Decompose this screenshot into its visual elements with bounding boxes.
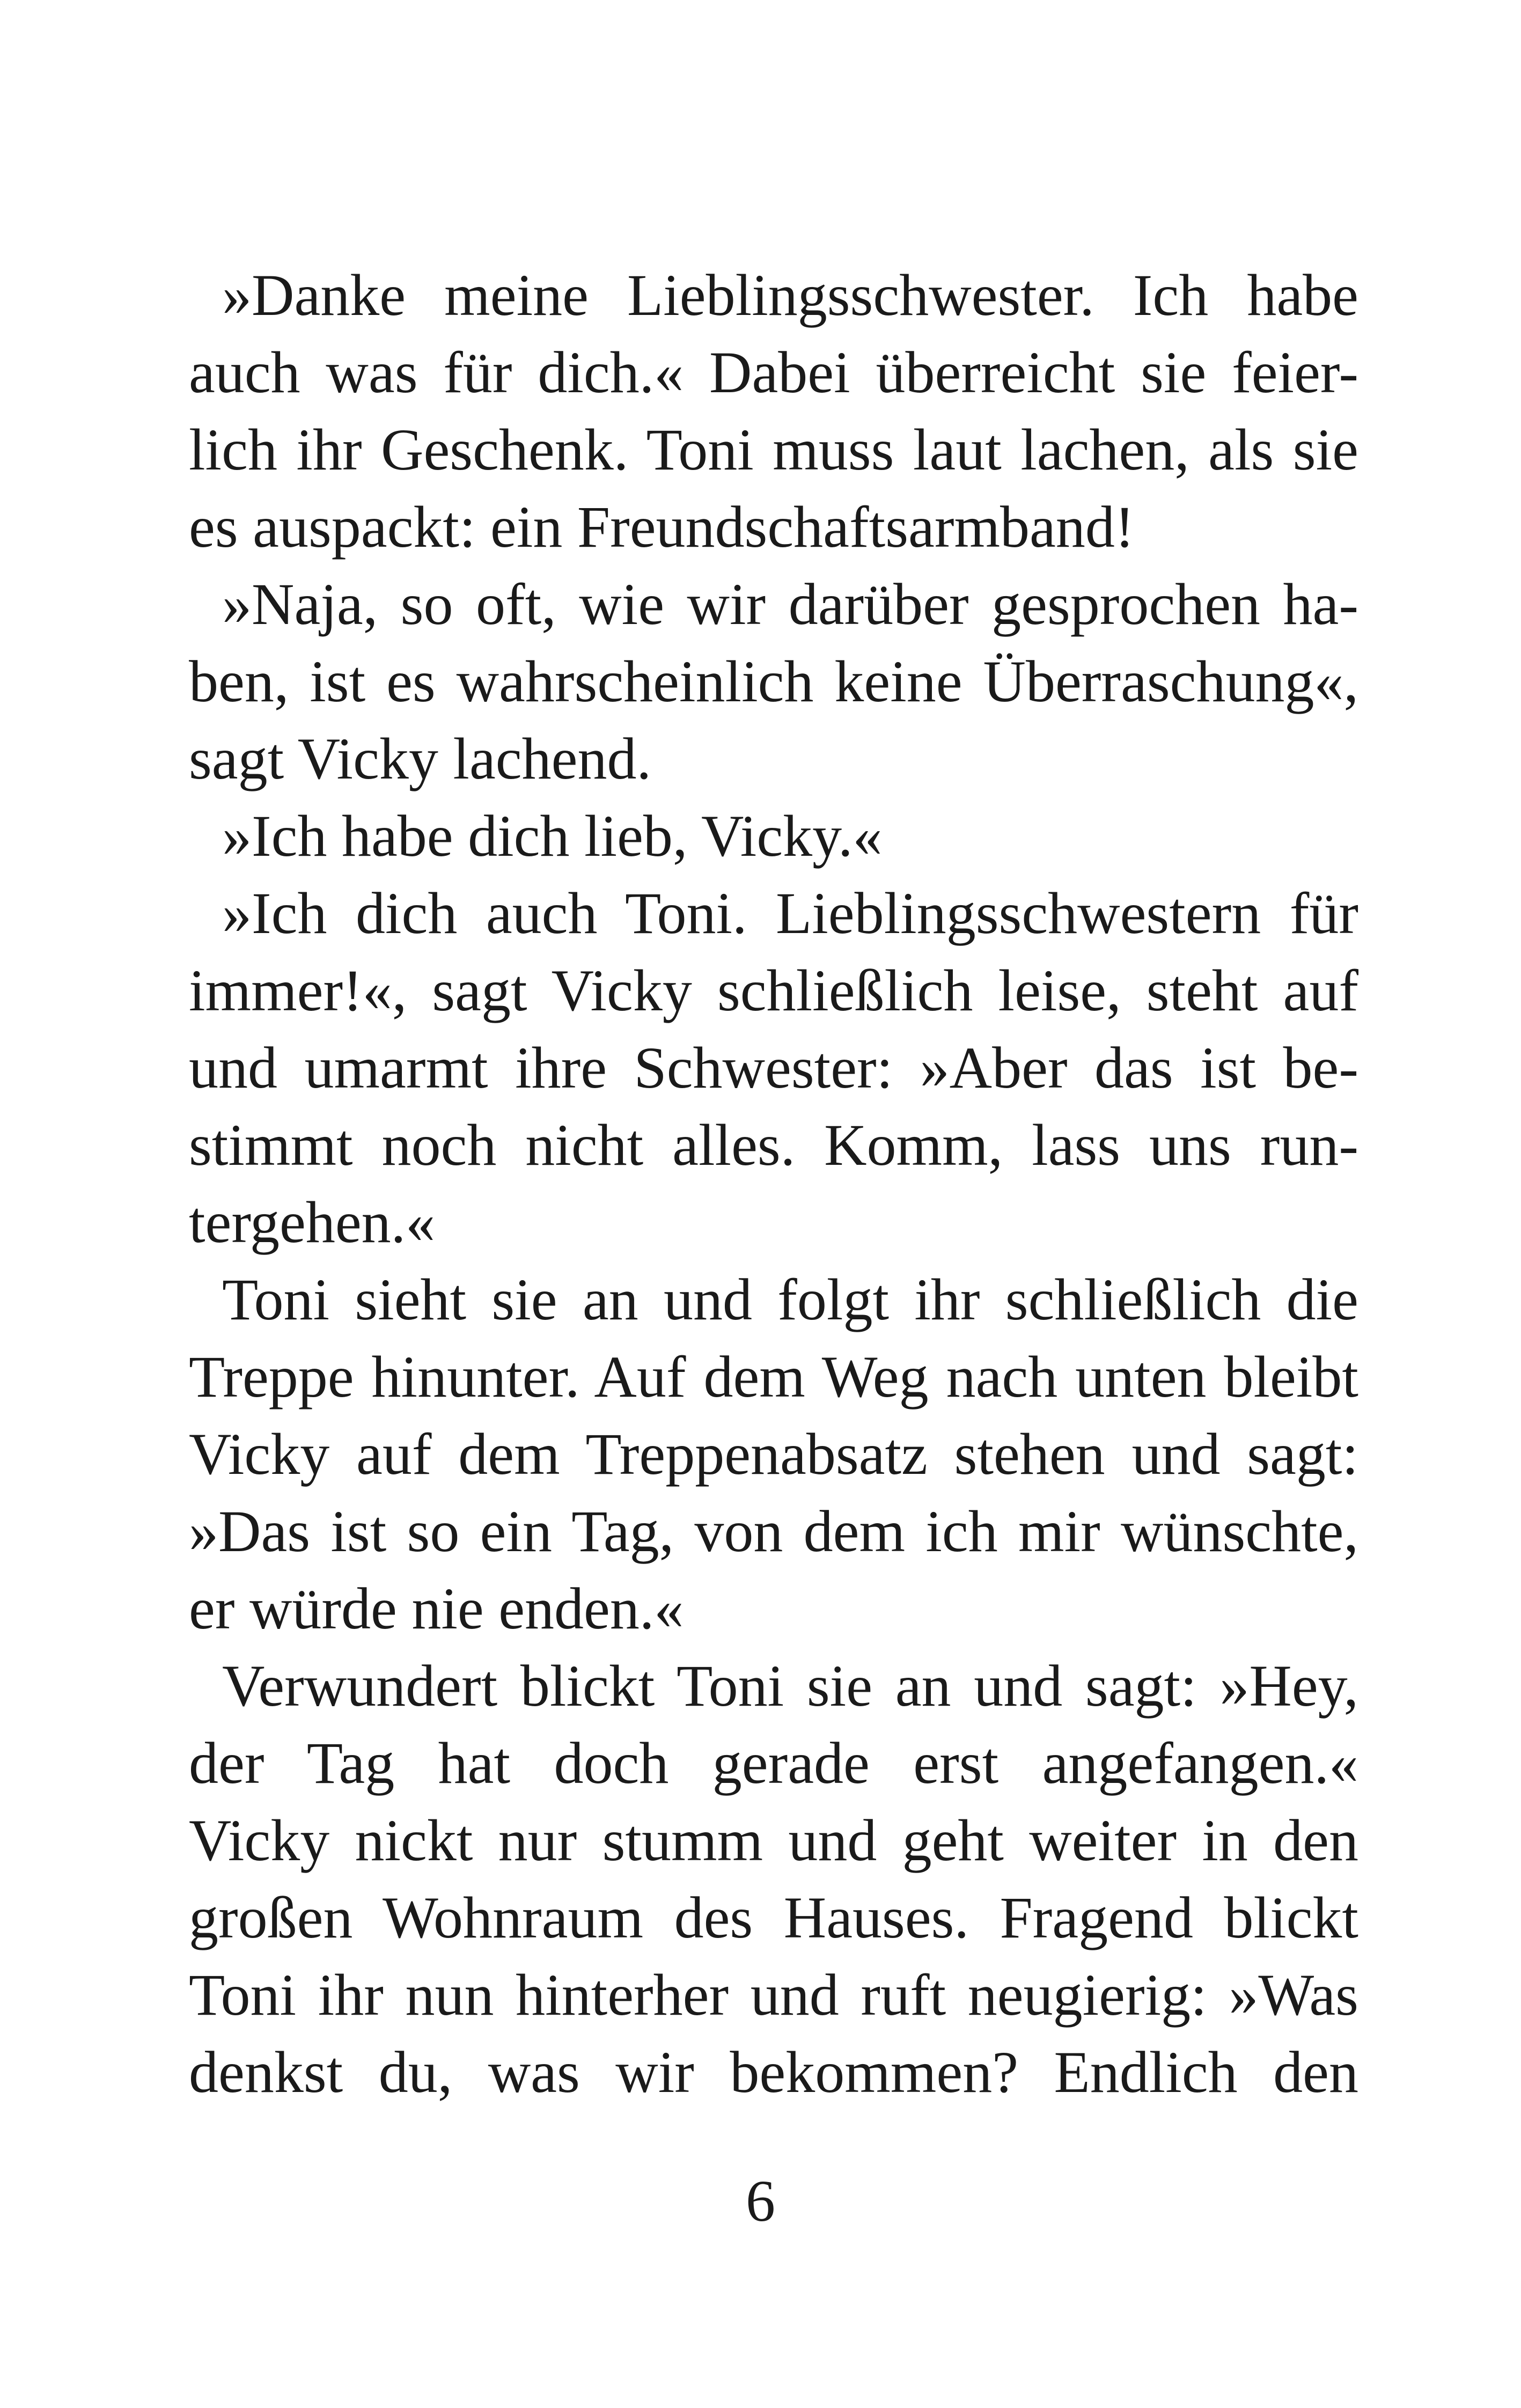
text-line: Toni sieht sie an und folgt ihr schließlich die (222, 1267, 1358, 1332)
body-text (189, 256, 1358, 2111)
text-line: denkst du, was wir bekommen? Endlich den (189, 2039, 1358, 2105)
text-line: auch was für dich.« Dabei überreicht sie feier- (189, 340, 1358, 405)
text-line: lich ihr Geschenk. Toni muss laut lachen, als sie (189, 417, 1358, 482)
text-line: Toni ihr nun hinterher und ruft neugierig: »Was (189, 1962, 1358, 2028)
text-line: stimmt noch nicht alles. Komm, lass uns run- (189, 1112, 1358, 1178)
text-line: »Ich dich auch Toni. Lieblingsschwestern für (222, 880, 1358, 946)
text-line: der Tag hat doch gerade erst angefangen.« (189, 1730, 1358, 1796)
page-number: 6 (746, 2168, 775, 2234)
text-line: »Naja, so oft, wie wir darüber gesprochen ha- (222, 571, 1358, 637)
text-line: Treppe hinunter. Auf dem Weg nach unten bleibt (189, 1344, 1358, 1409)
text-line: und umarmt ihre Schwester: »Aber das ist be- (189, 1035, 1358, 1100)
text-line: Verwundert blickt Toni sie an und sagt: »Hey, (222, 1653, 1358, 1719)
text-line: sagt Vicky lachend. (189, 726, 651, 791)
text-line: immer!«, sagt Vicky schließlich leise, steht auf (189, 958, 1358, 1023)
text-line: »Das ist so ein Tag, von dem ich mir wünschte, (189, 1499, 1358, 1564)
text-line: Vicky auf dem Treppenabsatz stehen und sagt: (189, 1421, 1358, 1487)
text-line: Vicky nickt nur stumm und geht weiter in den (189, 1808, 1358, 1873)
text-line: »Ich habe dich lieb, Vicky.« (222, 803, 883, 869)
text-line: ben, ist es wahrscheinlich keine Überraschung«, (189, 649, 1358, 714)
text-line: tergehen.« (189, 1190, 436, 1255)
text-line: es auspackt: ein Freundschaftsarmband! (189, 494, 1135, 560)
text-line: er würde nie enden.« (189, 1576, 684, 1641)
text-line: »Danke meine Lieblingsschwester. Ich habe (222, 262, 1358, 328)
text-line: großen Wohnraum des Hauses. Fragend blickt (189, 1885, 1358, 1950)
